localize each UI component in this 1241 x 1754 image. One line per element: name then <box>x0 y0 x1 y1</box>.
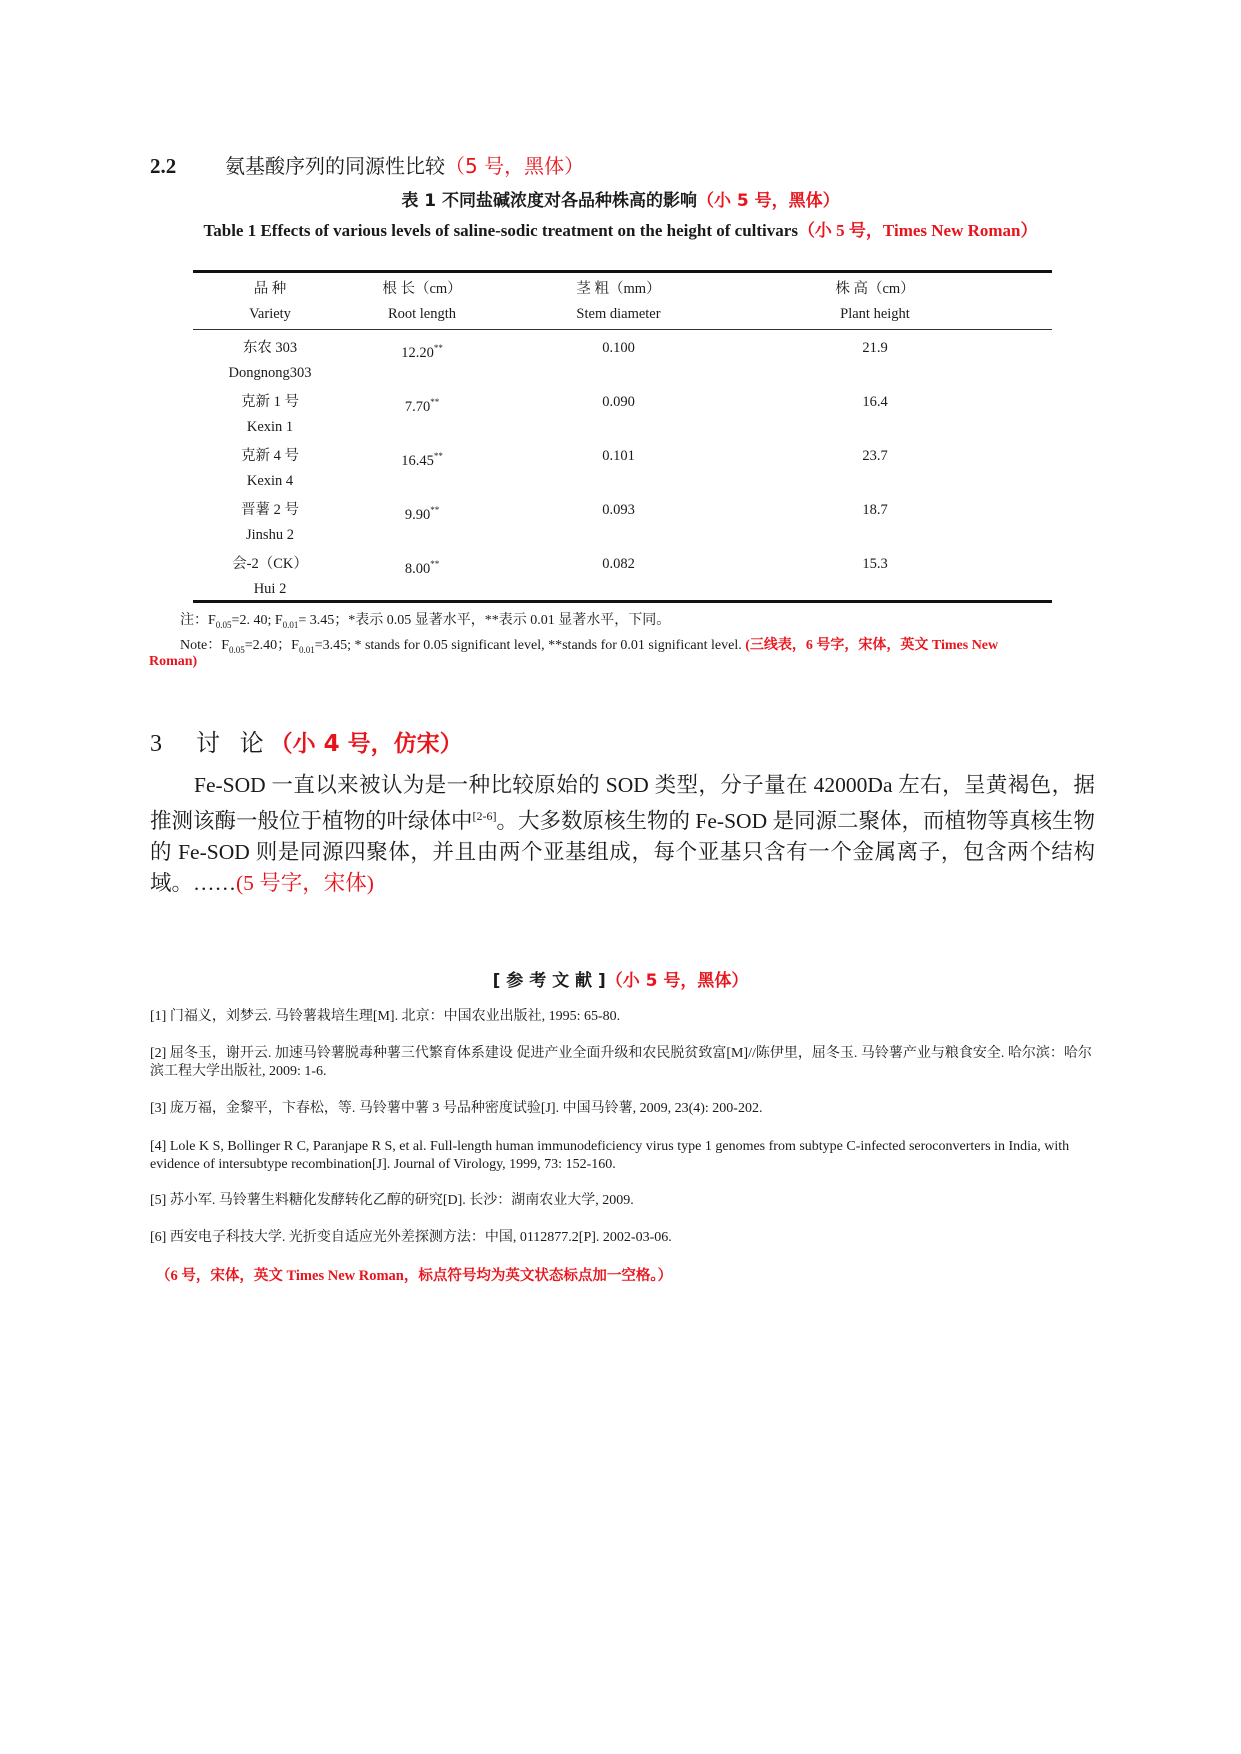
format-note-continued: Roman) <box>149 654 198 669</box>
cell-plant-height: 15.3 <box>862 556 888 572</box>
cell-root-length: 7.70** <box>404 397 440 415</box>
section-title: 氨基酸序列的同源性比较 <box>225 154 445 178</box>
reference-item: [6] 西安电子科技大学. 光折变自适应光外差探测方法：中国, 0112877.2[P]. 2002-03-06. <box>150 1230 672 1245</box>
cell-stem-diameter: 0.093 <box>602 502 635 518</box>
cell-root-length: 16.45** <box>401 451 443 469</box>
header-variety: 品 种 Variety <box>249 281 291 322</box>
format-note: （小 5 号，黑体） <box>697 191 840 211</box>
discussion-paragraph: Fe-SOD 一直以来被认为是一种比较原始的 SOD 类型，分子量在 42000Da 左右，呈黄褐色，据推测该酶一般位于植物的叶绿体中[2-6]。大多数原核生物的 Fe-SOD 是同源二聚体，而植物等真核生物的 Fe-SOD 则是同源四聚体，并且由两个亚基组成，每个亚基只含有一个金属离子，包含两个结构域。……(5 号字，宋体) <box>150 773 1095 896</box>
header-root-length: 根 长（cm） Root length <box>382 281 462 322</box>
reference-item: [5] 苏小军. 马铃薯生料糖化发酵转化乙醇的研究[D]. 长沙：湖南农业大学, 2009. <box>150 1193 634 1208</box>
table-note-en: Note：$F_{0.05}=2.40$；$F_{0.01}=3.45$; * stands for 0.05 significant level, **stands for 0.01 significant level. (三线表，6 号字，宋体，英文 Times New <box>180 638 999 655</box>
cell-stem-diameter: 0.082 <box>602 556 635 572</box>
cell-stem-diameter: 0.090 <box>602 394 635 410</box>
format-note: (三线表，6 号字，宋体，英文 Times New <box>745 638 999 653</box>
table-header-row <box>193 273 1052 329</box>
cell-variety: 会-2（CK） Hui 2 <box>232 556 308 597</box>
cell-plant-height: 16.4 <box>862 394 888 410</box>
table-note-cn: 注：$F_{0.05}=2$. 40; $F_{0.01}= 3.45$；*表示 0.05 显著水平，**表示 0.01 显著水平，下同。 <box>180 613 671 630</box>
table-row <box>193 330 1052 384</box>
format-note: （5 号，黑体） <box>445 154 585 178</box>
caption-text: Table 1 Effects of various levels of saline-sodic treatment on the height of cultivars <box>203 221 798 240</box>
references-heading: [ 参 考 文 献 ]（小 5 号，黑体） <box>492 971 749 991</box>
cell-variety: 晋薯 2 号 Jinshu 2 <box>241 502 299 543</box>
cell-plant-height: 23.7 <box>862 448 888 464</box>
cell-root-length: 12.20** <box>401 343 443 361</box>
table-row <box>193 438 1052 492</box>
format-note: （小 5 号，黑体） <box>605 971 749 991</box>
section-title: 讨 论 <box>196 729 270 757</box>
reference-item: [2] 屈冬玉，谢开云. 加速马铃薯脱毒种薯三代繁育体系建设 促进产业全面升级和农民脱贫致富[M]//陈伊里，屈冬玉. 马铃薯产业与粮食安全. 哈尔滨：哈尔滨工程大学出版社, 2009: 1-6. <box>150 1046 1092 1079</box>
cell-root-length: 9.90** <box>404 505 440 523</box>
reference-item: [3] 庞万福，金黎平，卞春松，等. 马铃薯中薯 3 号品种密度试验[J]. 中国马铃薯, 2009, 23(4): 200-202. <box>150 1101 763 1116</box>
table-row <box>193 546 1052 600</box>
section-3-heading <box>150 723 463 758</box>
cell-variety: 克新 4 号 Kexin 4 <box>241 448 299 489</box>
references-format-note: （6 号，宋体，英文 Times New Roman，标点符号均为英文状态标点加一空格。） <box>156 1268 673 1284</box>
format-note: (5 号字，宋体) <box>236 871 374 896</box>
cell-variety: 克新 1 号 Kexin 1 <box>241 394 299 435</box>
format-note: （小 5 号，Times New Roman） <box>797 221 1038 240</box>
citation: [2-6] <box>472 809 497 823</box>
table-row <box>193 492 1052 546</box>
reference-item: [1] 门福义，刘梦云. 马铃薯栽培生理[M]. 北京：中国农业出版社, 1995: 65-80. <box>150 1009 621 1024</box>
cell-variety: 东农 303 Dongnong303 <box>228 340 312 381</box>
data-table <box>193 270 1052 603</box>
format-note: （小 4 号，仿宋） <box>269 731 463 757</box>
header-stem-diameter: 茎 粗（mm） Stem diameter <box>576 281 661 322</box>
section-number: 3 <box>150 731 162 757</box>
section-2-2-heading <box>150 150 584 179</box>
table-row <box>193 384 1052 438</box>
section-number: 2.2 <box>150 154 177 178</box>
table-caption-en <box>0 216 1241 241</box>
caption-text: 表 1 不同盐碱浓度对各品种株高的影响 <box>401 191 697 211</box>
table-body <box>193 330 1052 600</box>
table-caption-cn <box>0 186 1241 211</box>
header-plant-height: 株 高（cm） Plant height <box>835 281 915 322</box>
cell-stem-diameter: 0.100 <box>602 340 635 356</box>
cell-plant-height: 21.9 <box>862 340 888 356</box>
reference-item: [4] Lole K S, Bollinger R C, Paranjape R S, et al. Full-length human immunodeficiency virus type 1 genomes from subtype C-infected seroconverters in India, with evidence of intersubtype recombination[J]. Journal of Virology, 1999, 73: 152-160. <box>150 1139 1070 1172</box>
cell-root-length: 8.00** <box>404 559 440 577</box>
cell-plant-height: 18.7 <box>862 502 888 518</box>
cell-stem-diameter: 0.101 <box>602 448 635 464</box>
